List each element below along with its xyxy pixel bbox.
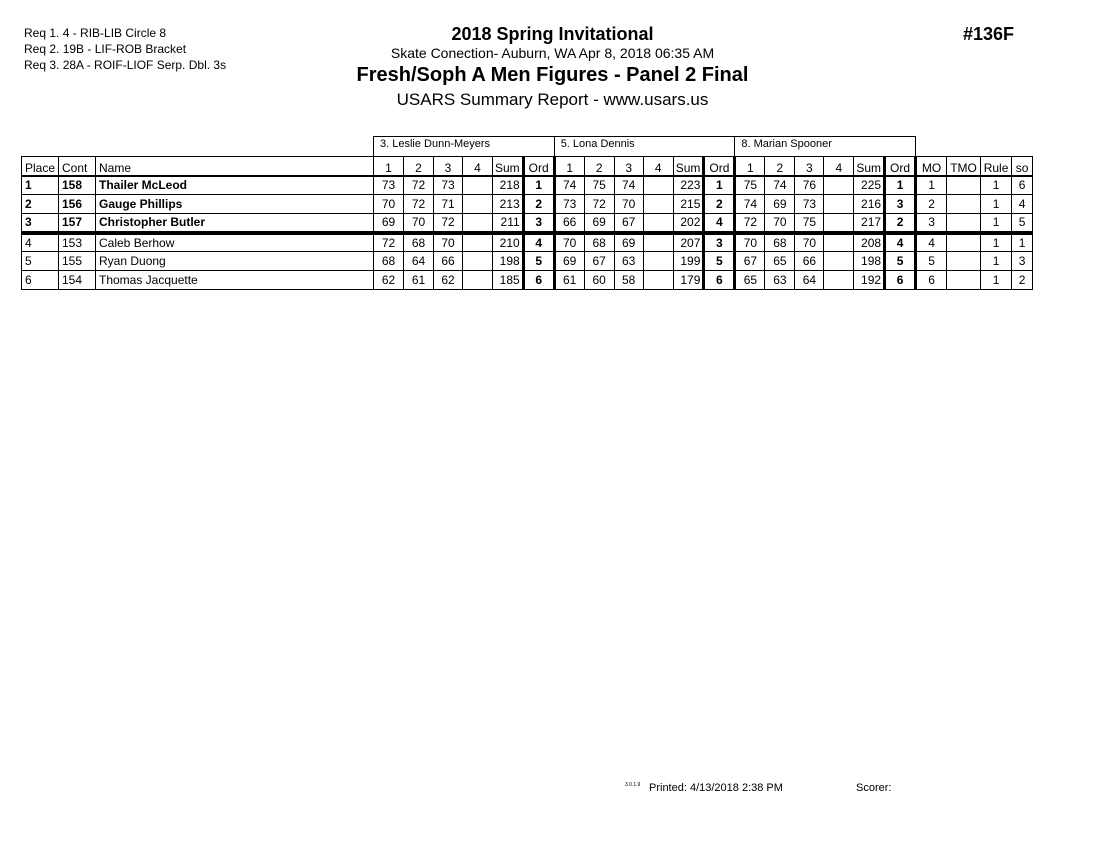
score-cell (824, 252, 854, 271)
rule-cell: 1 (981, 195, 1012, 214)
sum-cell: 179 (673, 271, 704, 290)
judge-1-name: 3. Leslie Dunn-Meyers (374, 137, 555, 157)
table-row (22, 252, 1033, 271)
requirement-3: Req 3. 28A - ROIF-LIOF Serp. Dbl. 3s (24, 58, 227, 72)
col-place: Place (22, 157, 59, 176)
score-cell: 70 (404, 214, 434, 233)
ordinal-cell: 1 (885, 176, 916, 195)
tmo-cell (947, 271, 981, 290)
ordinal-cell: 5 (704, 252, 735, 271)
score-cell: 70 (554, 233, 584, 252)
rule-cell: 1 (981, 271, 1012, 290)
mo-cell: 1 (916, 176, 947, 195)
score-cell: 72 (584, 195, 614, 214)
score-cell: 73 (434, 176, 463, 195)
score-cell (463, 252, 493, 271)
score-cell: 70 (795, 233, 824, 252)
score-cell (463, 233, 493, 252)
skater-name-cell: Caleb Berhow (96, 233, 374, 252)
sum-cell: 211 (493, 214, 524, 233)
ordinal-cell: 2 (704, 195, 735, 214)
score-cell: 64 (795, 271, 824, 290)
col-name: Name (96, 157, 374, 176)
col-j2-score2: 2 (584, 157, 614, 176)
col-so: so (1012, 157, 1033, 176)
score-cell: 60 (584, 271, 614, 290)
score-cell: 75 (795, 214, 824, 233)
col-j3-score4: 4 (824, 157, 854, 176)
mo-cell: 6 (916, 271, 947, 290)
col-j1-ord: Ord (523, 157, 554, 176)
mo-cell: 2 (916, 195, 947, 214)
table-row (22, 214, 1033, 233)
requirement-2: Req 2. 19B - LIF-ROB Bracket (24, 42, 187, 56)
ordinal-cell: 5 (885, 252, 916, 271)
col-j3-score3: 3 (795, 157, 824, 176)
requirements-list (24, 25, 226, 73)
sum-cell: 215 (673, 195, 704, 214)
score-cell: 65 (735, 271, 765, 290)
sum-cell: 208 (854, 233, 885, 252)
col-j1-sum: Sum (493, 157, 524, 176)
col-j3-score1: 1 (735, 157, 765, 176)
col-j3-sum: Sum (854, 157, 885, 176)
tmo-cell (947, 233, 981, 252)
so-cell: 5 (1012, 214, 1033, 233)
place-cell: 6 (22, 271, 59, 290)
score-cell: 74 (614, 176, 643, 195)
competition-location: Skate Conection- Auburn, WA Apr 8, 2018 06:35 AM (390, 45, 715, 61)
ordinal-cell: 6 (885, 271, 916, 290)
col-j2-ord: Ord (704, 157, 735, 176)
score-cell: 62 (434, 271, 463, 290)
score-cell: 69 (584, 214, 614, 233)
score-cell (643, 252, 673, 271)
sum-cell: 217 (854, 214, 885, 233)
score-cell: 68 (374, 252, 404, 271)
ordinal-cell: 4 (704, 214, 735, 233)
score-cell: 72 (735, 214, 765, 233)
ordinal-cell: 5 (523, 252, 554, 271)
score-cell (824, 271, 854, 290)
sum-cell: 207 (673, 233, 704, 252)
so-cell: 6 (1012, 176, 1033, 195)
contestant-number-cell: 153 (59, 233, 96, 252)
competition-title: 2018 Spring Invitational (451, 24, 654, 44)
score-cell: 67 (735, 252, 765, 271)
score-cell: 68 (584, 233, 614, 252)
col-rule: Rule (981, 157, 1012, 176)
score-cell: 67 (584, 252, 614, 271)
place-cell: 2 (22, 195, 59, 214)
ordinal-cell: 4 (523, 233, 554, 252)
sum-cell: 202 (673, 214, 704, 233)
ordinal-cell: 3 (885, 195, 916, 214)
sum-cell: 225 (854, 176, 885, 195)
score-cell: 72 (374, 233, 404, 252)
score-cell (643, 195, 673, 214)
col-j3-ord: Ord (885, 157, 916, 176)
rule-cell: 1 (981, 176, 1012, 195)
sum-cell: 198 (854, 252, 885, 271)
score-cell: 63 (614, 252, 643, 271)
score-cell (463, 176, 493, 195)
score-cell: 70 (374, 195, 404, 214)
score-cell: 70 (434, 233, 463, 252)
printed-timestamp: Printed: 4/13/2018 2:38 PM (649, 782, 783, 794)
judge-3-name: 8. Marian Spooner (735, 137, 916, 157)
score-cell: 71 (434, 195, 463, 214)
report-title: USARS Summary Report - www.usars.us (396, 90, 709, 109)
requirement-1: Req 1. 4 - RIB-LIB Circle 8 (24, 26, 167, 40)
score-cell: 74 (735, 195, 765, 214)
score-cell: 75 (584, 176, 614, 195)
score-cell: 65 (765, 252, 795, 271)
col-cont: Cont (59, 157, 96, 176)
ordinal-cell: 1 (704, 176, 735, 195)
col-j1-score2: 2 (404, 157, 434, 176)
mo-cell: 5 (916, 252, 947, 271)
score-cell: 66 (554, 214, 584, 233)
score-cell (824, 195, 854, 214)
sum-cell: 218 (493, 176, 524, 195)
col-j2-score3: 3 (614, 157, 643, 176)
col-j2-score1: 1 (554, 157, 584, 176)
place-cell: 1 (22, 176, 59, 195)
ordinal-cell: 3 (523, 214, 554, 233)
so-cell: 3 (1012, 252, 1033, 271)
contestant-number-cell: 155 (59, 252, 96, 271)
sum-cell: 216 (854, 195, 885, 214)
mo-cell: 4 (916, 233, 947, 252)
place-cell: 3 (22, 214, 59, 233)
sum-cell: 210 (493, 233, 524, 252)
score-cell: 62 (374, 271, 404, 290)
place-cell: 4 (22, 233, 59, 252)
ordinal-cell: 1 (523, 176, 554, 195)
score-cell: 61 (554, 271, 584, 290)
sum-cell: 185 (493, 271, 524, 290)
score-cell: 73 (374, 176, 404, 195)
contestant-number-cell: 154 (59, 271, 96, 290)
score-cell (643, 271, 673, 290)
score-cell: 72 (434, 214, 463, 233)
score-cell: 76 (795, 176, 824, 195)
skater-name-cell: Gauge Phillips (96, 195, 374, 214)
score-cell: 73 (554, 195, 584, 214)
col-j2-score4: 4 (643, 157, 673, 176)
contestant-number-cell: 156 (59, 195, 96, 214)
event-name: Fresh/Soph A Men Figures - Panel 2 Final (356, 64, 749, 86)
score-cell: 69 (765, 195, 795, 214)
score-cell (643, 176, 673, 195)
score-cell: 75 (735, 176, 765, 195)
place-cell: 5 (22, 252, 59, 271)
so-cell: 2 (1012, 271, 1033, 290)
tmo-cell (947, 214, 981, 233)
sum-cell: 192 (854, 271, 885, 290)
so-cell: 1 (1012, 233, 1033, 252)
rule-cell: 1 (981, 214, 1012, 233)
scorer-label: Scorer: (856, 782, 892, 794)
col-tmo: TMO (947, 157, 981, 176)
score-cell: 70 (735, 233, 765, 252)
score-cell: 67 (614, 214, 643, 233)
skater-name-cell: Ryan Duong (96, 252, 374, 271)
ordinal-cell: 2 (523, 195, 554, 214)
score-cell (463, 214, 493, 233)
ordinal-cell: 6 (704, 271, 735, 290)
tmo-cell (947, 176, 981, 195)
score-cell (463, 271, 493, 290)
score-cell: 74 (554, 176, 584, 195)
event-number: #136F (963, 24, 1015, 44)
mo-cell: 3 (916, 214, 947, 233)
tmo-cell (947, 252, 981, 271)
score-cell: 58 (614, 271, 643, 290)
score-cell: 72 (404, 176, 434, 195)
software-version: 3.0.1.9 (625, 782, 641, 788)
score-cell: 63 (765, 271, 795, 290)
contestant-number-cell: 157 (59, 214, 96, 233)
skater-name-cell: Thailer McLeod (96, 176, 374, 195)
ordinal-cell: 3 (704, 233, 735, 252)
score-cell: 68 (404, 233, 434, 252)
col-j1-score1: 1 (374, 157, 404, 176)
score-cell: 70 (614, 195, 643, 214)
col-j3-score2: 2 (765, 157, 795, 176)
ordinal-cell: 4 (885, 233, 916, 252)
results-table (21, 136, 1033, 290)
score-cell (824, 233, 854, 252)
score-cell (643, 214, 673, 233)
col-j1-score3: 3 (434, 157, 463, 176)
sum-cell: 198 (493, 252, 524, 271)
sum-cell: 213 (493, 195, 524, 214)
rule-cell: 1 (981, 252, 1012, 271)
score-cell: 68 (765, 233, 795, 252)
score-cell: 70 (765, 214, 795, 233)
score-cell: 74 (765, 176, 795, 195)
table-row (22, 176, 1033, 195)
score-cell (643, 233, 673, 252)
col-mo: MO (916, 157, 947, 176)
score-cell: 61 (404, 271, 434, 290)
score-cell (824, 214, 854, 233)
sum-cell: 199 (673, 252, 704, 271)
tmo-cell (947, 195, 981, 214)
ordinal-cell: 2 (885, 214, 916, 233)
score-cell: 66 (795, 252, 824, 271)
judge-header-row (22, 137, 1033, 157)
table-row (22, 233, 1033, 252)
score-cell: 69 (374, 214, 404, 233)
score-cell: 69 (614, 233, 643, 252)
judge-2-name: 5. Lona Dennis (554, 137, 735, 157)
column-header-row (22, 157, 1033, 176)
score-cell: 73 (795, 195, 824, 214)
sum-cell: 223 (673, 176, 704, 195)
table-row (22, 271, 1033, 290)
score-cell (463, 195, 493, 214)
ordinal-cell: 6 (523, 271, 554, 290)
score-cell: 69 (554, 252, 584, 271)
contestant-number-cell: 158 (59, 176, 96, 195)
score-cell (824, 176, 854, 195)
score-cell: 66 (434, 252, 463, 271)
col-j2-sum: Sum (673, 157, 704, 176)
skater-name-cell: Thomas Jacquette (96, 271, 374, 290)
col-j1-score4: 4 (463, 157, 493, 176)
score-cell: 72 (404, 195, 434, 214)
so-cell: 4 (1012, 195, 1033, 214)
table-row (22, 195, 1033, 214)
rule-cell: 1 (981, 233, 1012, 252)
score-cell: 64 (404, 252, 434, 271)
skater-name-cell: Christopher Butler (96, 214, 374, 233)
